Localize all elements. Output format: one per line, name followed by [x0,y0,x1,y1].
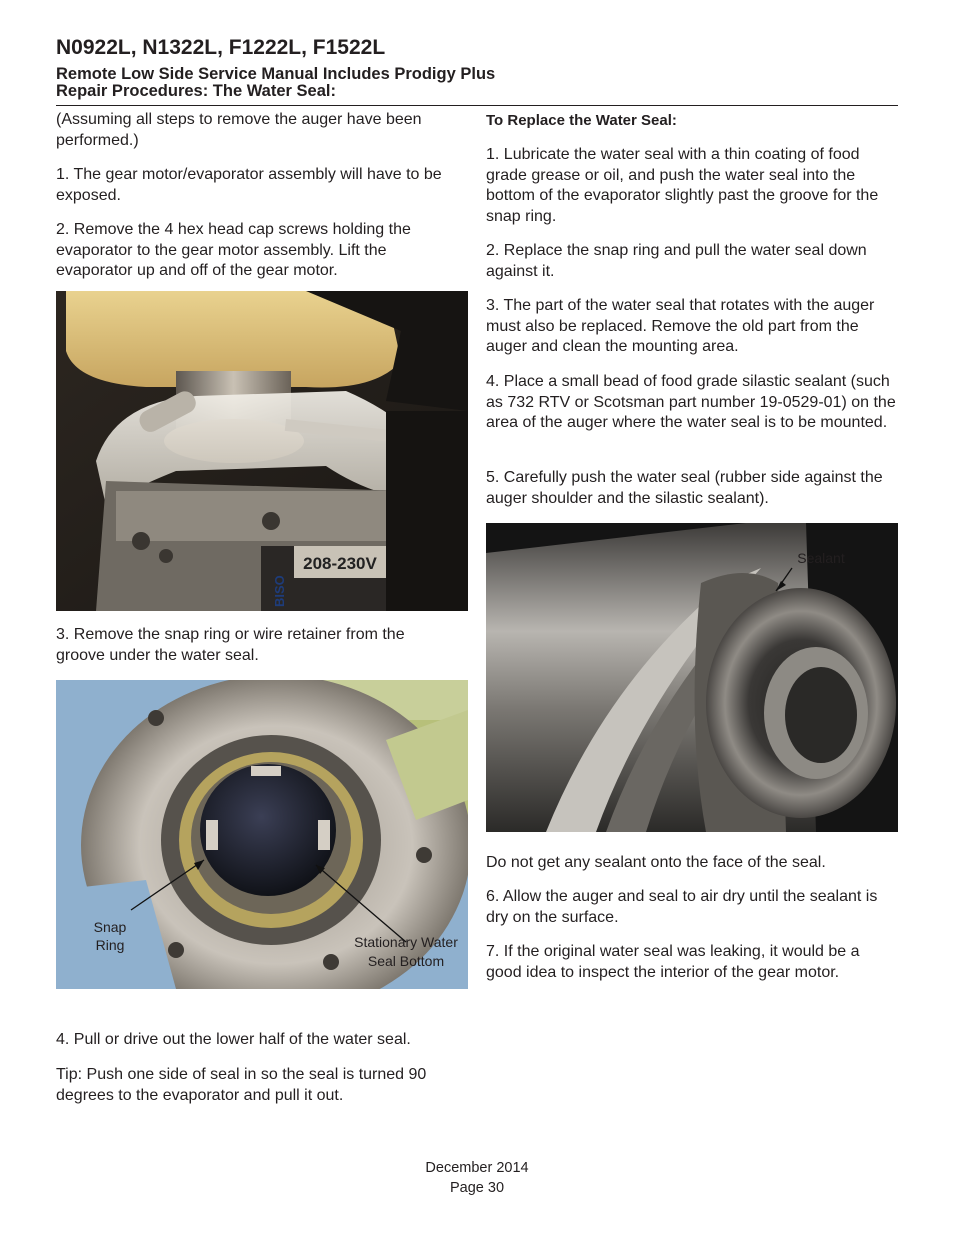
evaporator-bottom-photo [56,680,468,989]
section-title: Repair Procedures: The Water Seal: [56,82,336,100]
right-step-4: 4. Place a small bead of food grade silastic sealant (such as 732 RTV or Scotsman part number 19-0529-01) on the area of the auger where the water seal is to be mounted. [486,373,896,432]
stationary-seal-label-line1: Stationary Water [354,934,458,950]
right-step-3: 3. The part of the water seal that rotates with the auger must also be replaced. Remove the old part from the auger and clean the mounting area. [486,297,875,356]
left-intro: (Assuming all steps to remove the auger have been performed.) [56,111,422,149]
replace-heading: To Replace the Water Seal: [486,112,677,129]
page-title: N0922L, N1322L, F1222L, F1522L [56,36,386,59]
left-step-1: 1. The gear motor/evaporator assembly will have to be exposed. [56,166,442,204]
left-step-3: 3. Remove the snap ring or wire retainer from the groove under the water seal. [56,626,405,664]
right-step-6: 6. Allow the auger and seal to air dry until the sealant is dry on the surface. [486,888,878,926]
footer-page-number: Page 30 [449,1180,505,1196]
right-step-5: 5. Carefully push the water seal (rubber side against the auger shoulder and the silastic sealant). [486,469,883,507]
right-step-7: 7. If the original water seal was leaking, it would be a good idea to inspect the interior of the gear motor. [486,943,860,981]
header-rule [56,105,898,106]
left-tip: Tip: Push one side of seal in so the seal is turned 90 degrees to the evaporator and pull it out. [56,1066,427,1104]
manual-title: Remote Low Side Service Manual Includes Prodigy Plus [56,65,496,83]
right-note: Do not get any sealant onto the face of the seal. [486,854,826,871]
right-step-1: 1. Lubricate the water seal with a thin coating of food grade grease or oil, and push the water seal into the bottom of the evaporator slightly past the groove for the snap ring. [486,146,879,225]
stationary-seal-label-line2: Seal Bottom [367,953,445,969]
snap-ring-label-line1: Snap [93,919,127,935]
footer-date: December 2014 [425,1160,529,1176]
left-step-2: 2. Remove the 4 hex head cap screws holding the evaporator to the gear motor assembly. Lift the evaporator up and off of the gear motor. [56,221,411,280]
left-step-4: 4. Pull or drive out the lower half of the water seal. [56,1031,411,1048]
right-step-2: 2. Replace the snap ring and pull the water seal down against it. [486,242,867,280]
auger-sealant-photo [486,523,898,832]
voltage-label: 208-230V [303,554,377,573]
gear-motor-photo [56,291,468,611]
snap-ring-label-line2: Ring [95,937,125,953]
sealant-label: Sealant [797,550,845,566]
brand-label: BISO [272,575,287,607]
